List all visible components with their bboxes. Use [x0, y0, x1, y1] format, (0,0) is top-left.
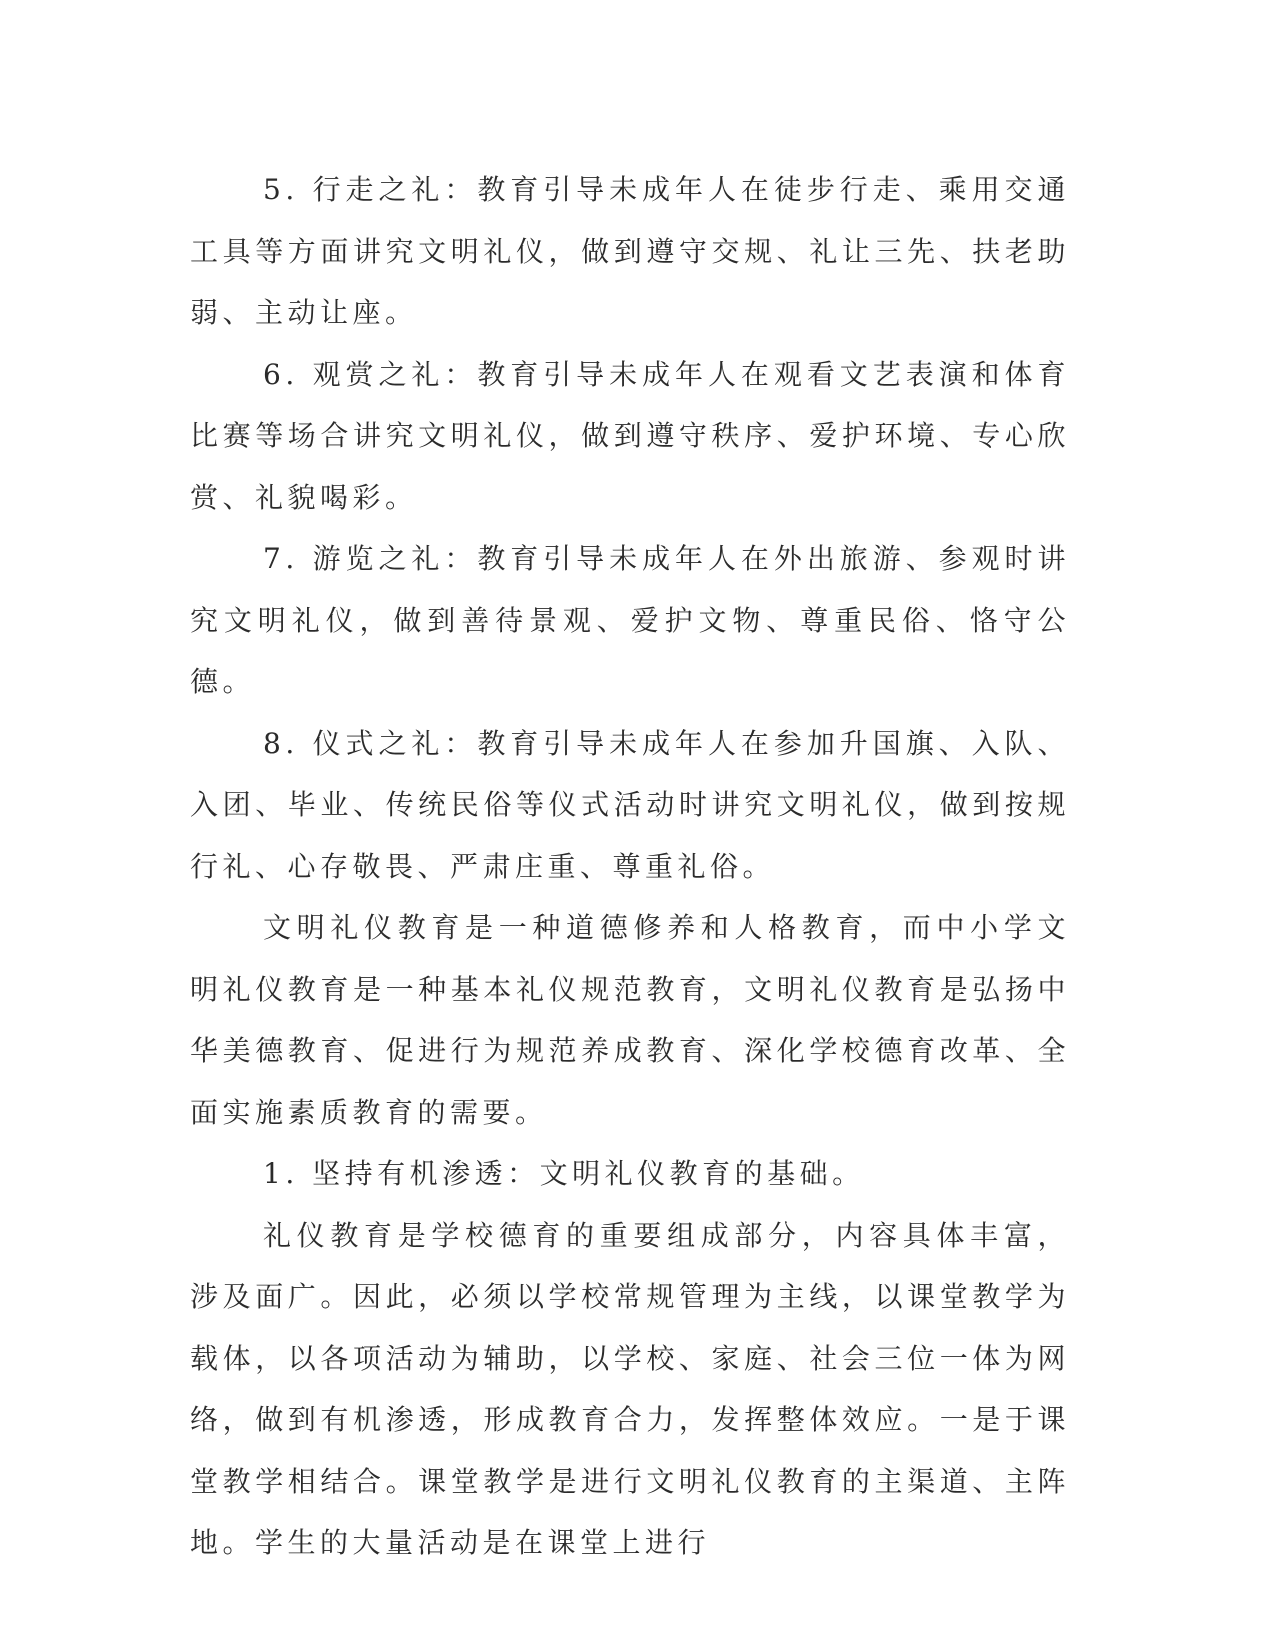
paragraph-ceremony-etiquette: 8. 仪式之礼：教育引导未成年人在参加升国旗、入队、入团、毕业、传统民俗等仪式活动时讲究文明礼仪，做到按规行礼、心存敬畏、严肃庄重、尊重礼俗。	[190, 726, 1070, 883]
paragraph-walking-etiquette: 5. 行走之礼：教育引导未成年人在徒步行走、乘用交通工具等方面讲究文明礼仪，做到遵守交规、礼让三先、扶老助弱、主动让座。	[190, 173, 1070, 329]
paragraph-etiquette-education-overview: 文明礼仪教育是一种道德修养和人格教育，而中小学文明礼仪教育是一种基本礼仪规范教育，文明礼仪教育是弘扬中华美德教育、促进行为规范养成教育、深化学校德育改革、全面实施素质教育的需要。	[190, 911, 1070, 1129]
paragraph-touring-etiquette: 7. 游览之礼：教育引导未成年人在外出旅游、参观时讲究文明礼仪，做到善待景观、爱护文物、尊重民俗、恪守公德。	[190, 542, 1070, 698]
paragraph-viewing-etiquette: 6. 观赏之礼：教育引导未成年人在观看文艺表演和体育比赛等场合讲究文明礼仪，做到遵守秩序、爱护环境、专心欣赏、礼貌喝彩。	[190, 357, 1070, 514]
document-body	[190, 159, 1070, 1574]
paragraph-organic-penetration-body: 礼仪教育是学校德育的重要组成部分，内容具体丰富，涉及面广。因此，必须以学校常规管理为主线，以课堂教学为载体，以各项活动为辅助，以学校、家庭、社会三位一体为网络，做到有机渗透，形成教育合力，发挥整体效应。一是于课堂教学相结合。课堂教学是进行文明礼仪教育的主渠道、主阵地。学生的大量活动是在课堂上进行	[190, 1218, 1070, 1559]
paragraph-organic-penetration-heading: 1. 坚持有机渗透：文明礼仪教育的基础。	[263, 1157, 865, 1190]
